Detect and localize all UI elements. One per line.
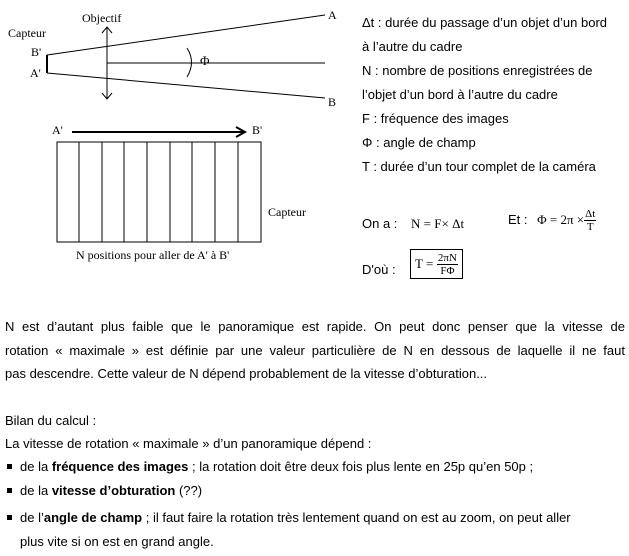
bullet-text: ; la rotation doit être deux fois plus lente en 25p qu’en 50p ;: [188, 459, 534, 474]
label-capteur-top: Capteur: [8, 26, 46, 40]
definition-text: : fréquence des images: [369, 111, 509, 126]
label-b: B: [328, 95, 337, 109]
bullet-square-icon: [7, 515, 12, 520]
formula-phi-lhs: Φ = 2π ×: [537, 211, 585, 227]
ray-to-b: [47, 73, 325, 98]
formula-t-lhs: T =: [415, 255, 434, 271]
bullet-continuation: plus vite si on est en grand angle.: [20, 534, 214, 549]
definition-text: : durée du passage d’un objet d’un bord: [374, 15, 608, 30]
bullet-item: [5, 510, 571, 525]
label-a-prime-top: A': [30, 66, 41, 80]
paragraph-line: N est d’autant plus faible que le panoramique est rapide. On peut donc penser que la vitesse de: [5, 319, 625, 334]
bilan-intro: La vitesse de rotation « maximale » d’un panoramique dépend :: [5, 436, 372, 451]
label-phi: Φ: [200, 53, 210, 68]
label-capteur-bottom: Capteur: [268, 205, 306, 219]
on-a-label: On a :: [362, 216, 398, 231]
bullet-square-icon: [7, 464, 12, 469]
label-objectif: Objectif: [82, 11, 122, 25]
equation-phi: [508, 208, 596, 233]
sensor-strip: [57, 142, 261, 242]
fraction-denominator: FΦ: [440, 265, 455, 277]
bullet-item: [5, 459, 533, 474]
equation-n: [362, 216, 464, 232]
bilan-title: Bilan du calcul :: [5, 413, 97, 428]
definition-text: l’objet d’un bord à l’autre du cadre: [362, 87, 558, 102]
bullet-text: de l’: [20, 510, 44, 525]
paragraph-intro: [5, 315, 625, 386]
label-a-prime-bottom: A': [52, 123, 63, 137]
symbol: N: [362, 63, 372, 78]
formula-n: N = F× Δt: [411, 216, 465, 231]
bullet-text: de la: [20, 483, 52, 498]
definition-text: : angle de champ: [372, 135, 476, 150]
bullet-bold: fréquence des images: [51, 459, 189, 474]
et-label: Et :: [508, 211, 528, 227]
position-dividers: [79, 142, 238, 242]
definition-text: à l’autre du cadre: [362, 39, 463, 54]
label-caption: N positions pour aller de A' à B': [76, 248, 230, 262]
fraction-delta-t-over-t: [584, 208, 596, 233]
symbol: F: [362, 111, 370, 126]
symbol: Φ: [362, 135, 373, 150]
symbol: T: [362, 159, 370, 174]
definition-n: [362, 63, 593, 78]
definition-text: : nombre de positions enregistrées de: [371, 63, 593, 78]
bullet-bold: angle de champ: [43, 510, 143, 525]
dou-label: D'où :: [362, 262, 396, 277]
label-b-prime-top: B': [31, 45, 42, 59]
bullet-bold: vitesse d’obturation: [51, 483, 176, 498]
bullet-item: [5, 483, 202, 498]
definition-text: : durée d’un tour complet de la caméra: [369, 159, 596, 174]
definition-phi: [362, 135, 476, 150]
bullet-text: (??): [175, 483, 203, 498]
fraction-numerator: Δt: [585, 208, 596, 220]
definition-n-cont: [362, 87, 558, 102]
fraction-denominator: T: [586, 221, 594, 233]
paragraph-line: pas descendre. Cette valeur de N dépend probablement de la vitesse d’obturation...: [5, 366, 488, 381]
fraction-2pin-over-fphi: [437, 252, 458, 277]
definition-delta-t: [362, 15, 607, 30]
fraction-numerator: 2πN: [437, 252, 457, 264]
paragraph-line: rotation « maximale » est définie par une valeur particulière de N en dessous de laquelle il ne faut: [5, 342, 625, 358]
definition-delta-t-cont: [362, 39, 462, 54]
result-box: [410, 249, 463, 279]
symbol: Δt: [362, 15, 375, 30]
definition-f: [362, 111, 509, 126]
bullet-text: de la: [20, 459, 52, 474]
definition-t: [362, 159, 596, 174]
label-b-prime-bottom: B': [252, 123, 263, 137]
label-a: A: [328, 8, 337, 22]
bullet-text: ; il faut faire la rotation très lentement quand on est au zoom, on peut aller: [142, 510, 571, 525]
bullet-square-icon: [7, 488, 12, 493]
